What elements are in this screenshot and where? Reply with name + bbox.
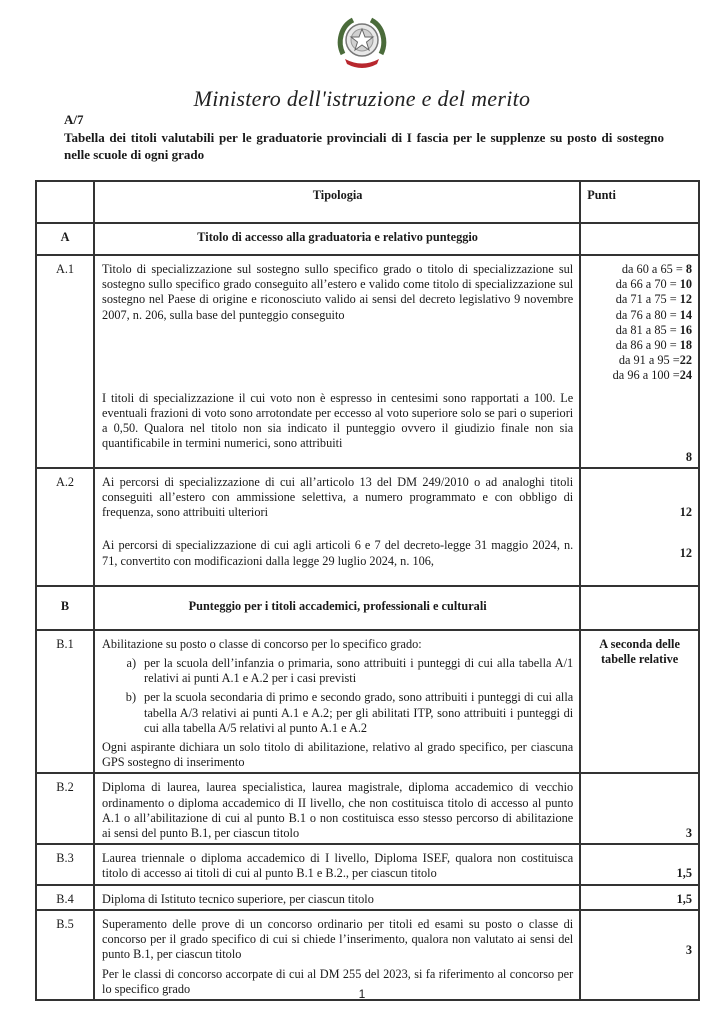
- list-item: [102, 690, 573, 736]
- range-item: da 76 a 80 = 14: [615, 307, 692, 322]
- table-row-b1: [36, 630, 699, 774]
- header-code: [36, 181, 94, 223]
- range-item: da 86 a 90 = 18: [615, 338, 692, 353]
- table-row-b3: [36, 844, 699, 884]
- row-points: A seconda delle tabelle relative: [599, 636, 680, 667]
- list-text: per la scuola secondaria di primo e secondo grado, sono attribuiti i punteggi di cui alla tabella A/3 relativi ai punti A.1 e A.2; per gli abilitati ITP, sono attribuiti i punteggi di cui alla tabella A/5 relativi al punto A.1 e A.2: [144, 690, 574, 735]
- row-text: Superamento delle prove di un concorso ordinario per titoli ed esami su posto o classe di concorso per il grado specifico di cui si chiede l’inserimento, qualora non valutato ai sensi del punto B.1, per ciascun titolo: [102, 916, 574, 962]
- range-item: da 71 a 75 = 12: [615, 292, 692, 307]
- section-code: B: [36, 586, 94, 630]
- section-points: [580, 586, 699, 630]
- section-b-row: [36, 586, 699, 630]
- row-note: Per le classi di concorso accorpate di cui al DM 255 del 2023, si fa riferimento al concorso per lo specifico grado: [102, 966, 574, 996]
- section-title: Titolo di accesso alla graduatoria e relativo punteggio: [94, 223, 580, 255]
- header-punti: Punti: [580, 181, 699, 223]
- section-title: Punteggio per i titoli accademici, professionali e culturali: [94, 586, 580, 630]
- row-code: B.1: [36, 630, 94, 774]
- section-code: A: [36, 223, 94, 255]
- row-code: B.3: [36, 844, 94, 884]
- row-points: 3: [685, 942, 692, 957]
- row-points: 1,5: [676, 866, 692, 881]
- list-label: a): [126, 656, 137, 671]
- list-item: [102, 656, 573, 686]
- row-note: I titoli di specializzazione il cui voto non è espresso in centesimi sono rapportati a 100. Le eventuali frazioni di voto sono arrotondate per eccesso al voto superiore solo se pari o superiori a 0,50. Qualora nel titolo non sia indicato il punteggio ovvero il giudizio finale non sia quantificabile in termini numerici, sono attribuiti: [102, 390, 574, 451]
- section-points: [580, 223, 699, 255]
- row-text-2: Ai percorsi di specializzazione di cui agli articoli 6 e 7 del decreto-legge 31 maggio 2024, n. 71, convertito con modificazioni dalla legge 29 luglio 2024, n. 106,: [102, 538, 574, 568]
- header-tipologia: Tipologia: [94, 181, 580, 223]
- row-points: 12: [679, 504, 692, 519]
- page-number: 1: [358, 987, 366, 1001]
- row-points-2: 12: [679, 546, 692, 561]
- row-note: Ogni aspirante dichiara un solo titolo di abilitazione, relativo al grado specifico, per ciascuna GPS sostegno di inserimento: [102, 740, 574, 770]
- italian-republic-emblem-icon: [335, 14, 389, 74]
- row-code: B.2: [36, 773, 94, 844]
- range-item: da 66 a 70 = 10: [615, 277, 692, 292]
- row-code: B.5: [36, 910, 94, 1000]
- list-label: b): [125, 690, 137, 705]
- table-code: A/7: [64, 112, 84, 127]
- titles-table: [35, 180, 700, 1001]
- ministry-name: Ministero dell'istruzione e del merito: [193, 86, 531, 111]
- section-a-row: [36, 223, 699, 255]
- table-row-a1: [36, 255, 699, 468]
- row-points: 3: [685, 826, 692, 841]
- row-text: Titolo di specializzazione sul sostegno sullo specifico grado o titolo di specializzazione sul sostegno sullo specifico grado conseguito all’estero e valido come titolo di specializzazione sul sostegno nel Paese di origine e riconosciuto valido ai sensi del decreto legislativo 9 novembre 2007, n. 206, sulla base del punteggio conseguito: [102, 262, 574, 322]
- row-code: B.4: [36, 885, 94, 910]
- score-ranges: [587, 262, 692, 384]
- list-text: per la scuola dell’infanzia o primaria, sono attribuiti i punteggi di cui alla tabella A/1 relativi ai punti A.1 e A.2 per i casi previsti: [144, 656, 574, 686]
- table-row-b2: [36, 773, 699, 844]
- row-points: 8: [685, 449, 692, 464]
- row-code: A.2: [36, 468, 94, 586]
- row-text: Laurea triennale o diploma accademico di I livello, Diploma ISEF, qualora non costituisca titolo di accesso ai titoli di cui al punto B.1 e B.2., per ciascun titolo: [94, 844, 580, 884]
- table-row-a2: [36, 468, 699, 586]
- document-title: Tabella dei titoli valutabili per le graduatorie provinciali di I fascia per le supplenze su posto di sostegno nelle scuole di ogni grado: [64, 130, 664, 162]
- range-item: da 96 a 100 =24: [612, 368, 692, 383]
- range-item: da 91 a 95 =22: [618, 353, 692, 368]
- row-intro: Abilitazione su posto o classe di concorso per lo specifico grado:: [102, 636, 422, 651]
- table-header-row: [36, 181, 699, 223]
- row-points: 1,5: [676, 891, 692, 906]
- row-text: Ai percorsi di specializzazione di cui all’articolo 13 del DM 249/2010 o ad analoghi titoli conseguiti all’estero con ammissione selettiva, a numero programmato e con obbligo di frequenza, sono attribuiti ulteriori: [102, 474, 574, 520]
- row-text: Diploma di laurea, laurea specialistica, laurea magistrale, diploma accademico di vecchio ordinamento o diploma accademico di II livello, che non costituisca titolo di accesso al punto A.1 o all’abilitazione di cui al punto B.1 o non costituisca esso stesso percorso di abilitazione ai sensi del punto B.1, per ciascun titolo: [94, 773, 580, 844]
- range-item: da 60 a 65 = 8: [621, 262, 692, 276]
- table-row-b4: [36, 885, 699, 910]
- row-code: A.1: [36, 255, 94, 468]
- range-item: da 81 a 85 = 16: [615, 322, 692, 337]
- row-text: Diploma di Istituto tecnico superiore, per ciascun titolo: [94, 885, 580, 910]
